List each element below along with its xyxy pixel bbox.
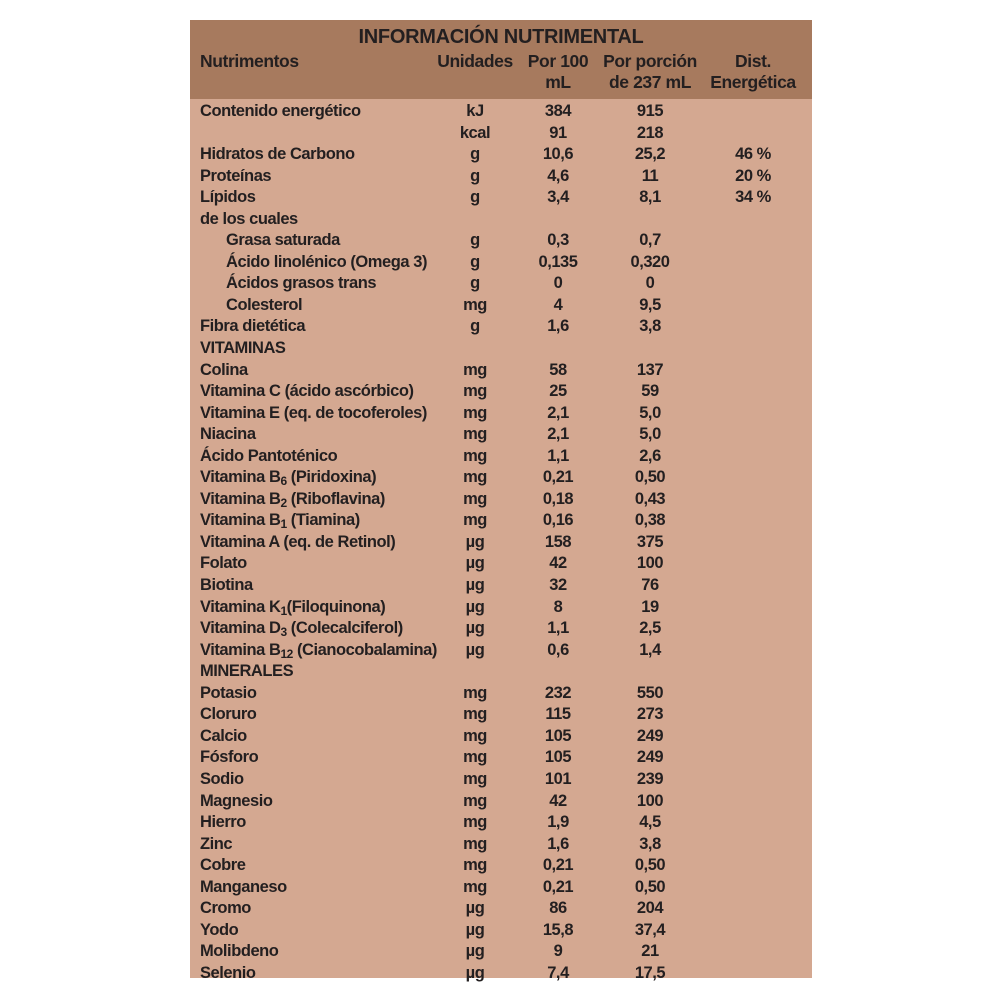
unit-cell: mg bbox=[463, 511, 487, 530]
nutrient-name: de los cuales bbox=[200, 209, 298, 228]
dist-energetica-cell bbox=[698, 489, 808, 512]
per-portion-cell: 17,5 bbox=[634, 963, 666, 982]
unit-cell: mg bbox=[463, 726, 487, 745]
col-header-dist-energetica-line2: Energética bbox=[710, 72, 796, 92]
unit-cell bbox=[436, 661, 514, 683]
label-title: INFORMACIÓN NUTRIMENTAL bbox=[358, 26, 644, 48]
nutrient-name: Potasio bbox=[200, 683, 257, 702]
nutrition-label bbox=[190, 20, 812, 982]
nutrient-name: Sodio bbox=[200, 769, 244, 788]
unit-cell: kcal bbox=[459, 123, 491, 142]
per-100-ml-cell: 105 bbox=[544, 748, 572, 767]
col-header-por-100-ml bbox=[514, 51, 602, 93]
per-100-ml-cell: 232 bbox=[544, 683, 572, 702]
nutrient-name: Colesterol bbox=[226, 295, 303, 314]
dist-energetica-cell: 20 % bbox=[735, 166, 771, 185]
vitamin-subscript: 12 bbox=[280, 646, 293, 661]
dist-energetica-cell bbox=[698, 812, 808, 834]
unit-cell: mg bbox=[463, 360, 487, 379]
table-row bbox=[190, 834, 812, 856]
per-portion-cell bbox=[602, 338, 698, 360]
per-100-ml-cell: 9 bbox=[553, 942, 563, 961]
dist-energetica-cell bbox=[698, 553, 808, 575]
per-portion-cell: 11 bbox=[641, 166, 659, 185]
unit-cell bbox=[436, 338, 514, 360]
table-row bbox=[190, 252, 812, 274]
unit-cell: mg bbox=[463, 769, 487, 788]
unit-cell: g bbox=[470, 231, 480, 250]
dist-energetica-cell bbox=[698, 726, 808, 748]
nutrient-name: Selenio bbox=[200, 963, 256, 982]
section-title: MINERALES bbox=[200, 662, 294, 681]
table-row bbox=[190, 101, 812, 123]
vitamin-subscript: 1 bbox=[280, 517, 287, 532]
table-row bbox=[190, 618, 812, 640]
vitamin-subscript: 6 bbox=[280, 474, 287, 489]
per-100-ml-cell: 1,1 bbox=[547, 446, 569, 465]
unit-cell: mg bbox=[463, 295, 487, 314]
unit-cell: mg bbox=[463, 382, 487, 401]
table-row bbox=[190, 941, 812, 963]
unit-cell: µg bbox=[465, 597, 485, 616]
table-row bbox=[190, 855, 812, 877]
per-portion-cell: 5,0 bbox=[639, 403, 661, 422]
unit-cell: mg bbox=[463, 425, 487, 444]
unit-cell bbox=[436, 209, 514, 231]
per-100-ml-cell: 0,21 bbox=[542, 468, 574, 487]
dist-energetica-cell bbox=[698, 360, 808, 382]
nutrient-name: Fibra dietética bbox=[200, 317, 306, 336]
table-row bbox=[190, 123, 812, 145]
table-row bbox=[190, 704, 812, 726]
nutrient-name: Calcio bbox=[200, 726, 247, 745]
per-100-ml-cell: 1,6 bbox=[547, 834, 569, 853]
nutrient-name: Cobre bbox=[200, 856, 246, 875]
per-portion-cell: 2,6 bbox=[639, 446, 661, 465]
dist-energetica-cell: 46 % bbox=[735, 145, 771, 164]
nutrient-name: Lípidos bbox=[200, 188, 256, 207]
per-100-ml-cell bbox=[514, 338, 602, 360]
dist-energetica-cell bbox=[698, 316, 808, 338]
unit-cell: mg bbox=[463, 683, 487, 702]
dist-energetica-cell bbox=[698, 230, 808, 252]
per-portion-cell: 273 bbox=[636, 705, 664, 724]
unit-cell: g bbox=[470, 274, 480, 293]
per-portion-cell bbox=[602, 661, 698, 683]
unit-cell: mg bbox=[463, 813, 487, 832]
dist-energetica-cell bbox=[698, 769, 808, 791]
vitamin-subscript: 1 bbox=[280, 603, 287, 618]
dist-energetica-cell bbox=[698, 273, 808, 295]
per-portion-cell: 1,4 bbox=[639, 640, 661, 659]
dist-energetica-cell bbox=[698, 252, 808, 274]
nutrient-name: Vitamina $K_1(Filoquinona)$ bbox=[200, 597, 386, 618]
table-row bbox=[190, 316, 812, 338]
per-portion-cell: 915 bbox=[636, 102, 664, 120]
unit-cell: mg bbox=[463, 877, 487, 896]
dist-energetica-cell bbox=[698, 683, 808, 705]
per-portion-cell: 137 bbox=[636, 360, 664, 379]
per-100-ml-cell: 58 bbox=[549, 360, 567, 379]
per-100-ml-cell: 32 bbox=[549, 576, 567, 595]
dist-energetica-cell bbox=[698, 338, 808, 360]
column-headers bbox=[190, 49, 812, 96]
unit-cell: g bbox=[470, 145, 480, 164]
dist-energetica-cell bbox=[698, 920, 808, 942]
nutrient-name: Hierro bbox=[200, 813, 246, 832]
unit-cell: mg bbox=[463, 856, 487, 875]
per-100-ml-cell: 15,8 bbox=[542, 920, 574, 939]
per-100-ml-cell: 25 bbox=[549, 382, 567, 401]
dist-energetica-cell bbox=[698, 661, 808, 683]
per-portion-cell: 5,0 bbox=[639, 425, 661, 444]
table-row bbox=[190, 166, 812, 188]
col-header-por-100-ml-line1: Por 100 bbox=[527, 51, 589, 71]
table-row bbox=[190, 187, 812, 209]
dist-energetica-cell bbox=[698, 123, 808, 145]
dist-energetica-cell bbox=[698, 209, 808, 231]
table-row bbox=[190, 360, 812, 382]
table-row bbox=[190, 575, 812, 597]
table-row bbox=[190, 446, 812, 468]
unit-cell: mg bbox=[463, 446, 487, 465]
dist-energetica-cell bbox=[698, 747, 808, 769]
unit-cell: µg bbox=[465, 576, 485, 595]
dist-energetica-cell bbox=[698, 532, 808, 554]
table-row bbox=[190, 403, 812, 425]
per-portion-cell: 0,50 bbox=[634, 877, 666, 896]
nutrient-name: Hidratos de Carbono bbox=[200, 145, 355, 164]
per-portion-cell: 19 bbox=[641, 597, 659, 616]
per-100-ml-cell: 4 bbox=[553, 295, 563, 314]
unit-cell: µg bbox=[465, 920, 485, 939]
nutrient-name: Vitamina C (ácido ascórbico) bbox=[200, 382, 414, 401]
per-100-ml-cell: 8 bbox=[553, 597, 563, 616]
nutrient-name: Folato bbox=[200, 554, 247, 573]
dist-energetica-cell bbox=[698, 381, 808, 403]
per-100-ml-cell: 1,9 bbox=[547, 813, 569, 832]
per-portion-cell bbox=[602, 209, 698, 231]
nutrient-name: Vitamina A (eq. de Retinol) bbox=[200, 532, 396, 551]
table-row bbox=[190, 381, 812, 403]
table-row bbox=[190, 812, 812, 834]
nutrient-name: Vitamina $B_2$ (Riboflavina) bbox=[200, 489, 385, 510]
unit-cell: mg bbox=[463, 834, 487, 853]
per-100-ml-cell: 384 bbox=[544, 102, 572, 120]
unit-cell: mg bbox=[463, 468, 487, 487]
per-100-ml-cell: 86 bbox=[549, 899, 567, 918]
nutrient-name: Ácido Pantoténico bbox=[200, 446, 338, 465]
nutrient-name: Molibdeno bbox=[200, 942, 279, 961]
table-row bbox=[190, 467, 812, 489]
table-row bbox=[190, 230, 812, 252]
per-portion-cell: 9,5 bbox=[639, 295, 661, 314]
per-portion-cell: 218 bbox=[636, 123, 664, 142]
unit-cell: µg bbox=[465, 963, 485, 982]
per-100-ml-cell: 91 bbox=[549, 123, 567, 142]
unit-cell: mg bbox=[463, 489, 487, 508]
per-portion-cell: 550 bbox=[636, 683, 664, 702]
nutrient-name: Cloruro bbox=[200, 705, 257, 724]
unit-cell: g bbox=[470, 317, 480, 336]
dist-energetica-cell bbox=[698, 618, 808, 641]
dist-energetica-cell bbox=[698, 855, 808, 877]
dist-energetica-cell bbox=[698, 424, 808, 446]
dist-energetica-cell bbox=[698, 597, 808, 620]
nutrient-name: Vitamina E (eq. de tocoferoles) bbox=[200, 403, 427, 422]
per-portion-cell: 100 bbox=[636, 791, 664, 810]
per-100-ml-cell: 0,16 bbox=[542, 511, 574, 530]
dist-energetica-cell bbox=[698, 295, 808, 317]
per-100-ml-cell: 1,1 bbox=[547, 619, 569, 638]
per-100-ml-cell: 101 bbox=[544, 769, 572, 788]
per-100-ml-cell: 0 bbox=[553, 274, 563, 293]
nutrient-rows bbox=[190, 99, 812, 984]
table-row bbox=[190, 273, 812, 295]
unit-cell: g bbox=[470, 188, 480, 207]
per-portion-cell: 2,5 bbox=[639, 619, 661, 638]
per-portion-cell: 0,38 bbox=[634, 511, 666, 530]
nutrient-name: Colina bbox=[200, 360, 248, 379]
per-100-ml-cell: 0,21 bbox=[542, 877, 574, 896]
per-100-ml-cell: 0,3 bbox=[547, 231, 569, 250]
nutrient-name: Ácidos grasos trans bbox=[226, 274, 377, 293]
nutrient-name: Grasa saturada bbox=[226, 231, 340, 250]
per-portion-cell: 239 bbox=[636, 769, 664, 788]
per-100-ml-cell: 158 bbox=[544, 532, 572, 551]
per-100-ml-cell: 105 bbox=[544, 726, 572, 745]
per-100-ml-cell: 3,4 bbox=[547, 188, 569, 207]
unit-cell: g bbox=[470, 166, 480, 185]
table-row bbox=[190, 640, 812, 662]
dist-energetica-cell bbox=[698, 791, 808, 813]
table-row bbox=[190, 877, 812, 899]
dist-energetica-cell bbox=[698, 877, 808, 899]
per-100-ml-cell: 2,1 bbox=[547, 403, 569, 422]
unit-cell: mg bbox=[463, 791, 487, 810]
dist-energetica-cell bbox=[698, 704, 808, 726]
col-header-nutrimentos: Nutrimentos bbox=[200, 51, 299, 71]
nutrient-name: Biotina bbox=[200, 576, 253, 595]
dist-energetica-cell bbox=[698, 446, 808, 468]
table-row bbox=[190, 791, 812, 813]
per-portion-cell: 21 bbox=[641, 942, 659, 961]
table-row bbox=[190, 532, 812, 554]
per-100-ml-cell: 0,18 bbox=[542, 489, 574, 508]
per-portion-cell: 25,2 bbox=[634, 145, 666, 164]
dist-energetica-cell bbox=[698, 101, 808, 123]
dist-energetica-cell bbox=[698, 510, 808, 533]
dist-energetica-cell bbox=[698, 640, 808, 663]
table-row bbox=[190, 747, 812, 769]
table-row bbox=[190, 209, 812, 231]
per-portion-cell: 8,1 bbox=[639, 188, 661, 207]
dist-energetica-cell bbox=[698, 467, 808, 490]
col-header-por-porcion-line1: Por porción bbox=[603, 51, 697, 71]
unit-cell: kJ bbox=[466, 102, 484, 120]
nutrient-name: Fósforo bbox=[200, 748, 259, 767]
per-100-ml-cell bbox=[514, 661, 602, 683]
section-header-row bbox=[190, 661, 812, 683]
table-row bbox=[190, 726, 812, 748]
nutrient-name: Manganeso bbox=[200, 877, 287, 896]
per-portion-cell: 204 bbox=[636, 899, 664, 918]
table-row bbox=[190, 489, 812, 511]
nutrient-name: Cromo bbox=[200, 899, 251, 918]
col-header-por-100-ml-line2: mL bbox=[545, 72, 571, 92]
col-header-por-porcion-line2: de 237 mL bbox=[609, 72, 691, 92]
table-row bbox=[190, 683, 812, 705]
per-100-ml-cell: 0,6 bbox=[547, 640, 569, 659]
unit-cell: mg bbox=[463, 748, 487, 767]
section-header-row bbox=[190, 338, 812, 360]
dist-energetica-cell: 34 % bbox=[735, 188, 771, 207]
table-row bbox=[190, 295, 812, 317]
per-portion-cell: 37,4 bbox=[634, 920, 666, 939]
per-100-ml-cell: 115 bbox=[545, 705, 571, 724]
table-row bbox=[190, 898, 812, 920]
per-100-ml-cell: 1,6 bbox=[547, 317, 569, 336]
table-row bbox=[190, 597, 812, 619]
unit-cell: µg bbox=[465, 899, 485, 918]
per-portion-cell: 76 bbox=[641, 576, 659, 595]
per-portion-cell: 4,5 bbox=[639, 813, 661, 832]
nutrient-name: Proteínas bbox=[200, 166, 272, 185]
per-portion-cell: 0,320 bbox=[630, 252, 670, 271]
per-portion-cell: 100 bbox=[636, 554, 664, 573]
per-portion-cell: 0 bbox=[645, 274, 655, 293]
per-100-ml-cell: 0,135 bbox=[538, 252, 578, 271]
nutrient-name: Vitamina $D_3$ (Colecalciferol) bbox=[200, 619, 403, 640]
table-row bbox=[190, 553, 812, 575]
per-portion-cell: 375 bbox=[636, 532, 664, 551]
per-portion-cell: 0,7 bbox=[639, 231, 661, 250]
unit-cell: µg bbox=[465, 640, 485, 659]
label-header bbox=[190, 20, 812, 99]
dist-energetica-cell bbox=[698, 941, 808, 963]
dist-energetica-cell bbox=[698, 575, 808, 597]
unit-cell: µg bbox=[465, 942, 485, 961]
table-row bbox=[190, 963, 812, 985]
per-portion-cell: 59 bbox=[641, 382, 659, 401]
unit-cell: µg bbox=[465, 619, 485, 638]
unit-cell: mg bbox=[463, 705, 487, 724]
unit-cell: µg bbox=[465, 532, 485, 551]
dist-energetica-cell bbox=[698, 898, 808, 920]
col-header-dist-energetica-line1: Dist. bbox=[735, 51, 771, 71]
unit-cell: µg bbox=[465, 554, 485, 573]
nutrient-name: Yodo bbox=[200, 920, 239, 939]
per-100-ml-cell: 4,6 bbox=[547, 166, 569, 185]
table-row bbox=[190, 769, 812, 791]
per-portion-cell: 249 bbox=[636, 748, 664, 767]
vitamin-subscript: 3 bbox=[280, 625, 287, 640]
per-100-ml-cell: 10,6 bbox=[542, 145, 574, 164]
unit-cell: mg bbox=[463, 403, 487, 422]
dist-energetica-cell bbox=[698, 963, 808, 985]
unit-cell: g bbox=[470, 252, 480, 271]
nutrient-name: Vitamina $B_6$ (Piridoxina) bbox=[200, 468, 377, 489]
table-row bbox=[190, 424, 812, 446]
per-100-ml-cell: 7,4 bbox=[547, 963, 569, 982]
dist-energetica-cell bbox=[698, 403, 808, 425]
nutrient-name: Ácido linolénico (Omega 3) bbox=[226, 252, 427, 271]
per-100-ml-cell: 2,1 bbox=[547, 425, 569, 444]
col-header-unidades: Unidades bbox=[437, 51, 513, 71]
nutrient-name: Vitamina $B_1$ (Tiamina) bbox=[200, 511, 360, 532]
nutrient-name: Vitamina $B_{12}$ (Cianocobalamina) bbox=[200, 640, 437, 661]
nutrient-name: Niacina bbox=[200, 425, 256, 444]
table-row bbox=[190, 920, 812, 942]
vitamin-subscript: 2 bbox=[280, 495, 287, 510]
per-portion-cell: 3,8 bbox=[639, 317, 661, 336]
per-portion-cell: 249 bbox=[636, 726, 664, 745]
per-100-ml-cell bbox=[514, 209, 602, 231]
per-100-ml-cell: 42 bbox=[549, 791, 567, 810]
col-header-por-porcion bbox=[602, 51, 698, 93]
per-portion-cell: 0,43 bbox=[634, 489, 666, 508]
dist-energetica-cell bbox=[698, 834, 808, 856]
table-row bbox=[190, 510, 812, 532]
table-row bbox=[190, 144, 812, 166]
per-portion-cell: 0,50 bbox=[634, 468, 666, 487]
section-title: VITAMINAS bbox=[200, 339, 286, 358]
nutrient-name: Zinc bbox=[200, 834, 233, 853]
per-100-ml-cell: 42 bbox=[549, 554, 567, 573]
per-portion-cell: 3,8 bbox=[639, 834, 661, 853]
nutrient-name: Magnesio bbox=[200, 791, 273, 810]
per-100-ml-cell: 0,21 bbox=[542, 856, 574, 875]
nutrient-name: Contenido energético bbox=[200, 102, 361, 120]
col-header-dist-energetica bbox=[698, 51, 808, 93]
nutrient-name bbox=[200, 123, 436, 145]
per-portion-cell: 0,50 bbox=[634, 856, 666, 875]
